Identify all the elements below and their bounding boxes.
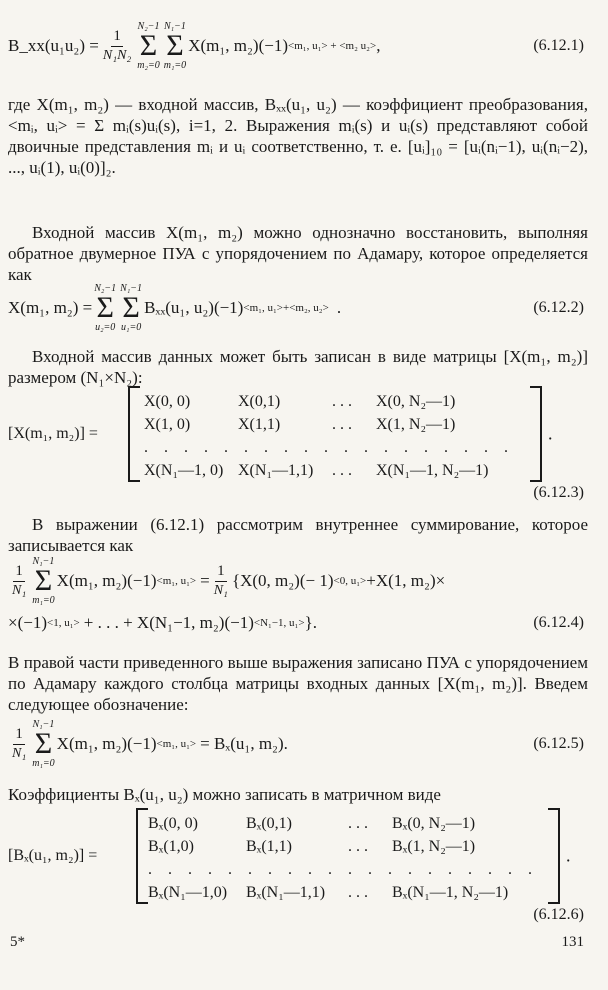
matrix2-lhs: [Bₓ(u₁, m₂)] = xyxy=(8,847,98,864)
eq2-exponent: <m₁, u₁>+<m₂, u₂> xyxy=(243,302,329,314)
eq4-line2-exponent-2: <N₁−1, u₁> xyxy=(253,617,305,629)
matrix2-trail: . xyxy=(566,845,571,866)
eq4-frac-num: 1 xyxy=(13,564,25,582)
equation-6-12-4-line1 xyxy=(8,556,588,606)
eq1-trail: , xyxy=(376,36,381,55)
eq1-number: (6.12.1) xyxy=(533,37,584,54)
eq1-frac-den: N₁N₂ xyxy=(102,48,132,63)
paragraph-coefficients-matrix: Коэффициенты Bₓ(u₁, u₂) можно записать в матричном виде xyxy=(8,785,441,804)
eq5-fraction xyxy=(12,727,26,761)
equation-6-12-5 xyxy=(8,718,588,770)
matrix1-cell: X(N₁—1, 0) xyxy=(144,462,224,479)
matrix2-cell: . . . xyxy=(348,838,368,855)
matrix1-lhs: [X(m₁, m₂)] = xyxy=(8,425,98,442)
matrix1-cell: X(1, 0) xyxy=(144,416,191,433)
matrix2-number: (6.12.6) xyxy=(533,906,584,923)
matrix2-cell: Bₓ(0,1) xyxy=(246,815,292,832)
eq4-frac-den: N₁ xyxy=(12,583,27,598)
page-number: 131 xyxy=(561,934,584,950)
eq2-body: Bₓₓ(u₁, u₂)(−1) xyxy=(144,298,244,317)
eq5-rhs: = Bₓ(u₁, m₂). xyxy=(200,734,288,753)
matrix1-cell: X(0, 0) xyxy=(144,393,191,410)
eq1-sum-outer-lower: m₂=0 xyxy=(137,60,160,71)
matrix2-cell: . . . xyxy=(348,884,368,901)
eq5-frac-num: 1 xyxy=(13,727,25,745)
matrix-equation-6-12-6 xyxy=(8,808,598,904)
eq5-sum-lower: m₁=0 xyxy=(32,758,55,769)
eq2-lhs: X(m₁, m₂) = xyxy=(8,298,93,317)
eq1-exponent: <m₁, u₁> + <m₂ u₂> xyxy=(288,40,377,52)
paragraph-inverse-transform-text: Входной массив X(m₁, m₂) можно однозначно восстановить, выполняя обратное двумерное ПУА с упорядочением по Адамару, которое определяется как xyxy=(8,223,588,284)
eq4-sum-upper: N₁−1 xyxy=(32,556,55,567)
eq4-line1-rest-exponent: <0, u₁> xyxy=(333,575,367,587)
eq5-sum: N₁−1 Σ m₁=0 xyxy=(32,719,55,769)
matrix1-cell: . . . xyxy=(332,416,352,433)
paragraph-hadamard-columns: В правой части приведенного выше выражения записано ПУА с упорядочением по Адамару каждого столбца матрицы входных данных [X(m₁, m₂)]. Введем следующее обозначение: xyxy=(8,653,588,714)
equation-6-12-2 xyxy=(8,284,588,332)
eq4-frac-den-right: N₁ xyxy=(213,583,228,598)
paragraph-matrix-intro-text: Входной массив данных может быть записан в виде матрицы [X(m₁, m₂)] размером (N₁×N₂): xyxy=(8,347,588,387)
equation-6-12-1 xyxy=(8,22,588,70)
eq5-number: (6.12.5) xyxy=(533,735,584,752)
matrix1-cell: X(N₁—1, N₂—1) xyxy=(376,462,489,479)
eq1-lhs: B_xx(u₁u₂) = xyxy=(8,36,99,55)
eq1-sum-outer-upper: N₂−1 xyxy=(137,21,160,32)
eq4-line1-rest: {X(0, m₂)(− 1) xyxy=(231,571,334,590)
eq4-sum: N₁−1 Σ m₁=0 xyxy=(32,556,55,606)
eq4-fraction-left xyxy=(12,564,26,598)
matrix1-dots-row: . . . . . . . . . . . . . . . . . . . xyxy=(144,439,514,456)
matrix1-trail: . xyxy=(548,423,553,444)
eq2-sum-outer: N₂−1 Σ u₂=0 xyxy=(94,283,117,333)
matrix2-cell: Bₓ(1,0) xyxy=(148,838,194,855)
eq2-sum-inner: N₁−1 Σ u₁=0 xyxy=(120,283,143,333)
eq1-fraction xyxy=(103,29,131,63)
eq4-sum-lower: m₁=0 xyxy=(32,595,55,606)
paragraph-inner-sum-text: В выражении (6.12.1) рассмотрим внутреннее суммирование, которое записывается как xyxy=(8,515,588,555)
eq1-sum-inner-upper: N₁−1 xyxy=(164,21,186,32)
paragraph-inner-sum xyxy=(8,514,588,556)
eq4-line2-exponent-1: <1, u₁> xyxy=(47,617,80,629)
eq1-sum-inner: N₁−1 Σ m₁=0 xyxy=(163,21,187,71)
eq5-sum-upper: N₁−1 xyxy=(32,719,55,730)
paragraph-inverse-transform xyxy=(8,222,588,285)
matrix1-cell: . . . xyxy=(332,393,352,410)
matrix2-grid xyxy=(148,812,552,904)
eq5-frac-den: N₁ xyxy=(12,746,27,761)
signature-mark: 5* xyxy=(10,934,25,950)
eq1-sum-outer: N₂−1 Σ m₂=0 xyxy=(137,21,160,71)
eq4-eq-sign: = xyxy=(200,571,210,590)
eq4-line1-tail: +X(1, m₂)× xyxy=(366,571,446,590)
eq5-body: X(m₁, m₂)(−1) xyxy=(56,734,157,753)
eq2-sum-inner-lower: u₁=0 xyxy=(120,322,142,333)
eq1-body: X(m₁, m₂)(−1) xyxy=(188,36,288,55)
matrix2-cell: Bₓ(0, 0) xyxy=(148,815,198,832)
matrix1-cell: . . . xyxy=(332,462,352,479)
paragraph-matrix-intro xyxy=(8,346,588,388)
matrix1-cell: X(1, N₂—1) xyxy=(376,416,456,433)
matrix1-cell: X(1,1) xyxy=(238,416,281,433)
eq2-sum-outer-upper: N₂−1 xyxy=(94,283,117,294)
matrix1-right-bracket xyxy=(530,386,542,482)
eq4-number: (6.12.4) xyxy=(533,614,584,631)
matrix2-cell: Bₓ(N₁—1,0) xyxy=(148,884,228,901)
matrix1-grid xyxy=(144,390,526,482)
eq2-number: (6.12.2) xyxy=(533,299,584,316)
equation-6-12-4-line2 xyxy=(8,608,588,638)
paragraph-definitions: где X(m₁, m₂) — входной массив, Bₓₓ(u₁, u₂) — коэффициент преобразования, <mᵢ, uᵢ> = Σ mᵢ(s)uᵢ(s), i=1, 2. Выражения mᵢ(s) и uᵢ(s) представляют собой двоичные представления mᵢ и uᵢ соответственно, т. е. [uᵢ]₁₀ = [uᵢ(nᵢ−1), uᵢ(nᵢ−2), ..., uᵢ(1), uᵢ(0)]₂. xyxy=(8,95,588,177)
matrix2-right-bracket xyxy=(548,808,560,904)
eq4-fraction-right xyxy=(214,564,228,598)
eq4-line2-end: }. xyxy=(304,613,318,632)
matrix-equation-6-12-3 xyxy=(8,386,598,482)
matrix1-cell: X(N₁—1,1) xyxy=(238,462,314,479)
eq2-trail: . xyxy=(336,298,342,317)
matrix2-cell: Bₓ(1,1) xyxy=(246,838,292,855)
matrix1-left-bracket xyxy=(128,386,140,482)
matrix2-left-bracket xyxy=(136,808,148,904)
eq4-frac-num-right: 1 xyxy=(215,564,227,582)
eq2-sum-outer-lower: u₂=0 xyxy=(95,322,116,333)
matrix2-cell: Bₓ(0, N₂—1) xyxy=(392,815,476,832)
eq4-line1-body: X(m₁, m₂)(−1) xyxy=(56,571,157,590)
matrix2-dots-row: . . . . . . . . . . . . . . . . . . . . xyxy=(148,861,538,878)
eq4-line1-exponent: <m₁, u₁> xyxy=(156,575,197,587)
matrix2-cell: Bₓ(1, N₂—1) xyxy=(392,838,476,855)
matrix1-number: (6.12.3) xyxy=(533,484,584,501)
eq1-sum-inner-lower: m₁=0 xyxy=(163,60,187,71)
matrix2-cell: Bₓ(N₁—1,1) xyxy=(246,884,326,901)
matrix2-cell: . . . xyxy=(348,815,368,832)
eq2-sum-inner-upper: N₁−1 xyxy=(120,283,143,294)
eq1-frac-num: 1 xyxy=(111,29,123,47)
eq5-exponent: <m₁, u₁> xyxy=(156,738,197,750)
eq4-line2-start: ×(−1) xyxy=(8,613,47,632)
matrix1-cell: X(0, N₂—1) xyxy=(376,393,456,410)
eq4-line2-mid: + . . . + X(N₁−1, m₂)(−1) xyxy=(83,613,254,632)
matrix2-cell: Bₓ(N₁—1, N₂—1) xyxy=(392,884,509,901)
matrix1-cell: X(0,1) xyxy=(238,393,281,410)
